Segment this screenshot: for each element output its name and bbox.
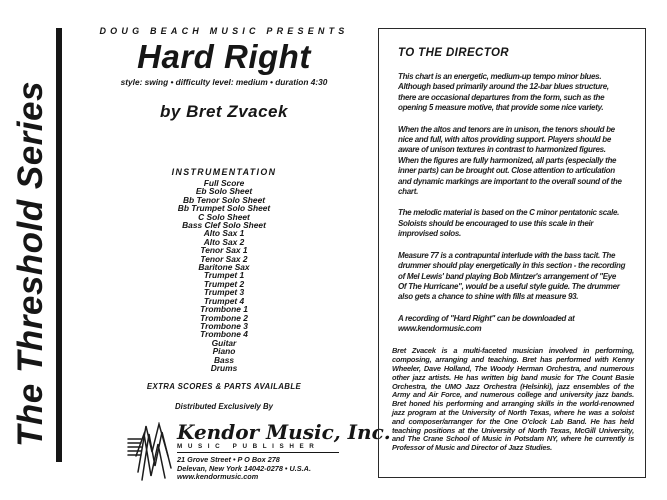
list-item: Bass [213, 354, 235, 365]
list-item: Bb Trumpet Solo Sheet [177, 203, 271, 214]
list-item: Alto Sax 2 [203, 236, 245, 247]
list-item: Trombone 2 [200, 312, 248, 323]
list-item: Tenor Sax 2 [200, 253, 248, 264]
list-item: Measure 77 is a contrapuntal interlude with the bass tacit. The drummer should play energetically in this section - the recording of Mel Lewis' band playing Bob Mintzer's arrangement of "Eye Of The Hurricane", would be a useful style guide. The drummer also gets a chance to shine with fills at measure 93. [398, 250, 626, 302]
list-item: Drums [210, 362, 238, 373]
instrumentation-list [72, 179, 376, 372]
publisher-block [177, 420, 391, 482]
list-item: Trumpet 3 [203, 287, 245, 298]
publisher-address [177, 456, 359, 482]
list-item: When the altos and tenors are in unison, the tenors should be nice and full, with altos providing support. Players should be aware of unison textures in contrast to harmonized figures. When the figures are fully harmonized, all parts (especially the inner parts) can be brought out. Close attention to articulation and dynamic markings are important to the overall sound of the chart. [398, 124, 622, 197]
list-item: Piano [212, 346, 236, 357]
kendor-logo-icon [127, 422, 173, 482]
list-item: Eb Solo Sheet [195, 186, 253, 197]
list-item: Tenor Sax 1 [200, 245, 248, 256]
list-item: Guitar [211, 337, 237, 348]
series-title: The Threshold Series [11, 81, 50, 447]
list-item: Full Score [203, 178, 245, 188]
director-paragraphs [398, 72, 626, 335]
to-the-director-box [378, 28, 646, 478]
presents-line: DOUG BEACH MUSIC PRESENTS [99, 26, 349, 36]
distributed-by-label: Distributed Exclusively By [175, 402, 273, 411]
composer-bio-text: is a multi-faceted musician involved in performing, composing, arranging and teaching. Bret has performed with Kenny Wheeler, Dave Holland, The Woody Herman Orchestra, and numerous other jazz artists. He has written big band music for The Count Basie Orchestra, the UMO Jazz Orchestra (Helsinki), jazz ensembles of the Army and Air Force, and numerous college and university jazz bands. Bret honed his performing and arranging skills in the world-renowned jazz program at the University of North Texas, where he was a soloist and composer/arranger for the One O'clock Lab Band. He has held teaching positions at the University of North Texas, McGill University, and The Crane School of Music in Potsdam NY, where he currently is Professor of Music and Director of Jazz Studies. [392, 346, 634, 453]
list-item: C Solo Sheet [198, 211, 250, 222]
page-title: Hard Right [137, 38, 311, 75]
list-item: Alto Sax 1 [203, 228, 245, 239]
publisher-tagline: MUSIC PUBLISHER [177, 443, 339, 453]
list-item: Trumpet 4 [203, 295, 245, 306]
list-item: Trombone 1 [200, 304, 248, 315]
list-item: Trombone 4 [200, 329, 248, 340]
address-line-2: Delevan, New York 14042-0278 • U.S.A. [177, 463, 311, 473]
series-divider-bar [56, 28, 62, 462]
extra-scores-note: EXTRA SCORES & PARTS AVAILABLE [146, 382, 302, 391]
publisher-website: www.kendormusic.com [177, 472, 259, 482]
list-item: This chart is an energetic, medium-up tempo minor blues. Although based primarily around the 12-bar blues structure, there are occasional departures from the form, such as the opening 5 measure motive, that provide some nice variety. [398, 72, 609, 113]
composer-bio [392, 347, 634, 453]
director-heading: TO THE DIRECTOR [398, 47, 509, 59]
list-item: Trumpet 1 [203, 270, 245, 281]
list-item: Bb Tenor Solo Sheet [182, 194, 266, 205]
publisher-name: Kendor Music, Inc. [177, 420, 391, 444]
style-difficulty-duration: style: swing • difficulty level: medium • duration 4:30 [120, 77, 328, 87]
list-item: Bass Clef Solo Sheet [182, 220, 266, 231]
address-line-1: 21 Grove Street • P O Box 278 [177, 455, 280, 464]
instrumentation-heading: INSTRUMENTATION [171, 167, 277, 177]
list-item: Trombone 3 [200, 320, 248, 331]
list-item: Trumpet 2 [203, 278, 245, 289]
list-item: The melodic material is based on the C minor pentatonic scale. Soloists should be encouraged to use this scale in their improvised solos. [398, 208, 620, 239]
composer-bio-name: Bret Zvacek [392, 346, 436, 356]
list-item: Baritone Sax [198, 262, 250, 273]
list-item: A recording of "Hard Right" can be downloaded at www.kendormusic.com [398, 313, 575, 334]
composer-byline: by Bret Zvacek [160, 102, 288, 121]
